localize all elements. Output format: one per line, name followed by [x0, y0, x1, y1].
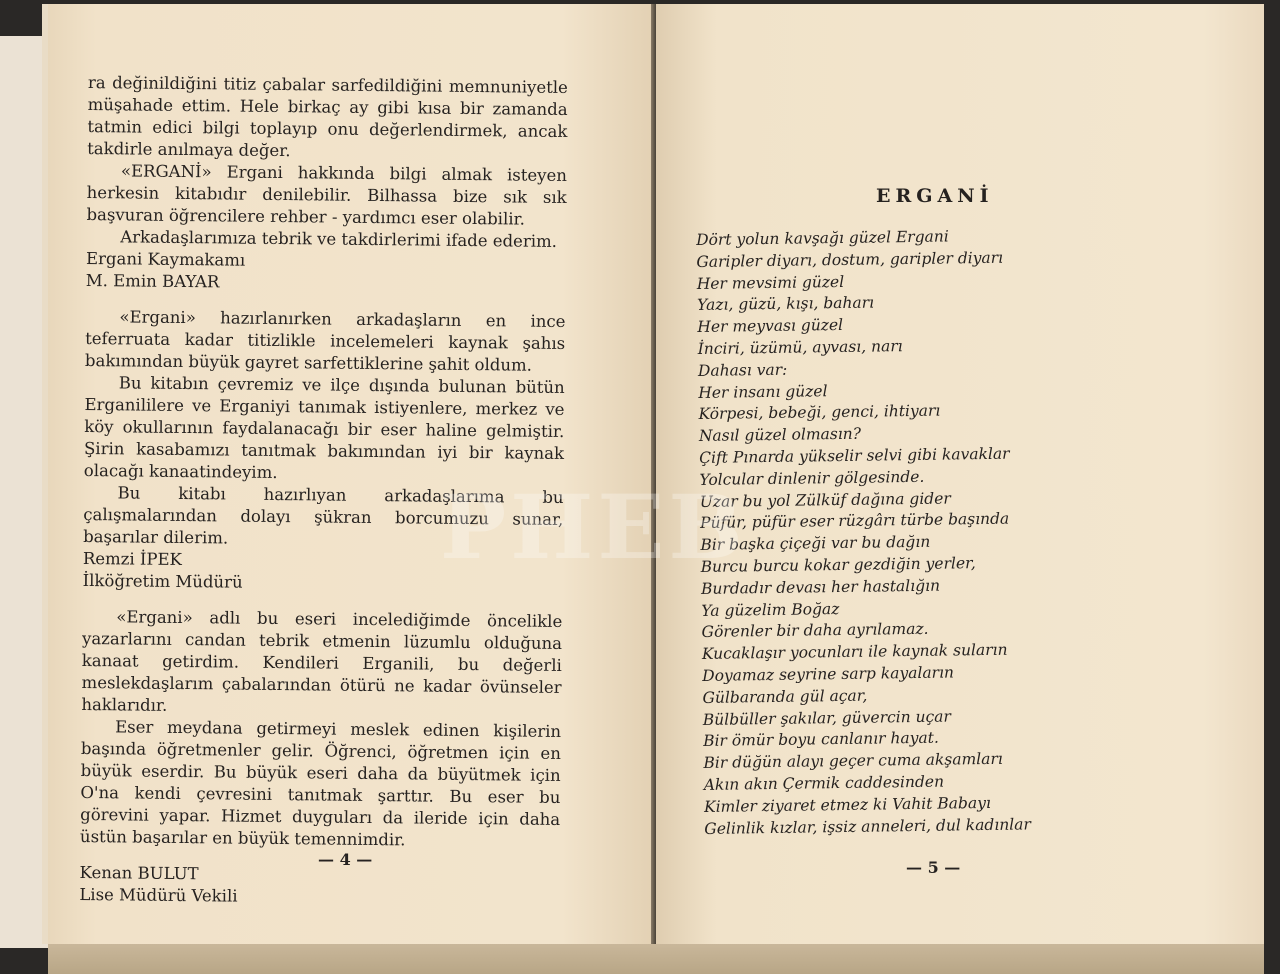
poem-line: Dahası var:	[697, 360, 788, 380]
poem-line: Çift Pınarda yükselir selvi gibi kavaklar	[699, 444, 1010, 467]
signature-name: Remzi İPEK	[82, 548, 183, 570]
poem-line: Bir başka çiçeği var bu dağın	[700, 532, 931, 555]
poem-body	[696, 225, 1084, 841]
poem-line: Her meyvası güzel	[697, 316, 844, 337]
signature-name: Kenan BULUT	[79, 862, 199, 884]
signature-name: M. Emin BAYAR	[85, 270, 220, 292]
poem-line: Ya güzelim Boğaz	[701, 599, 840, 620]
watermark: PHEB	[440, 475, 747, 579]
paragraph: ra değinildiğini titiz çabalar sarfedildiğini memnuniyetle müşahade ettim. Hele birkaç ay gibi kısa bir zamanda tatmin edici bilgi toplayıp onu değerlendirmek, ancak takdirle anılmaya değer.	[87, 72, 568, 161]
paragraph: Bu kitabı hazırlıyan arkadaşlarıma bu çalışmalarından dolayı şükran borcumuzu sunar, başarılar dilerim.	[83, 483, 564, 548]
poem-line: Görenler bir daha ayrılamaz.	[701, 620, 929, 642]
poem-line: Bir ömür boyu canlanır hayat.	[703, 728, 939, 751]
poem-line: Doyamaz seyrine sarp kayaların	[702, 663, 955, 685]
paragraph: «Ergani» hazırlanırken arkadaşların en ince teferruata kadar titizlikle incelemeleri kaynak şahıs bakımından büyük gayret sarfettiklerine şahit oldum.	[84, 307, 566, 375]
poem-line: Burcu burcu kokar gezdiğin yerler,	[700, 554, 976, 576]
poem-line: İnciri, üzümü, ayvası, narı	[697, 337, 903, 358]
poem-line: Yazı, güzü, kışı, baharı	[696, 293, 875, 315]
bottom-edge	[48, 944, 1264, 974]
signature-title: Lise Müdürü Vekili	[79, 884, 238, 906]
poem-line: Nasıl güzel olmasın?	[698, 424, 862, 446]
signature-title: İlköğretim Müdürü	[82, 570, 243, 592]
poem-title: ERGANİ	[876, 185, 994, 207]
poem-line: Yolcular dinlenir gölgesinde.	[699, 467, 925, 489]
page-number-left: — 4 —	[318, 850, 373, 869]
poem-line: Kucaklaşır yocunları ile kaynak suların	[701, 640, 1008, 664]
poem-line: Garipler diyarı, dostum, garipler diyarı	[696, 248, 1004, 271]
paragraph: Eser meydana getirmeyi meslek edinen kişilerin başında öğretmenler gelir. Öğrenci, öğretmen için en büyük eserdir. Bu büyük eseri daha da büyütmek için O'na kendi çevresini tanıtmak şarttır. Bu eser bu görevini yapar. Hizmet duyguları da ileride için daha üstün başarılar en büyük temennimdir.	[79, 717, 562, 850]
paragraph: «Ergani» adlı bu eseri incelediğimde öncelikle yazarlarını candan tebrik etmenin lüzumlu olduğuna kanaat getirdim. Kendileri Erganili, bu değerli meslekdaşlarım çabalarından ötürü ne kadar övünseler haklarıdır.	[81, 607, 563, 715]
poem-line: Gelinlik kızlar, işsiz anneleri, dul kadınlar	[704, 814, 1031, 838]
left-page-body	[79, 72, 568, 911]
poem-line: Körpesi, bebeği, genci, ihtiyarı	[698, 401, 941, 424]
poem-line: Dört yolun kavşağı güzel Ergani	[696, 227, 949, 249]
page-number-right: — 5 —	[906, 858, 961, 877]
poem-line: Akın akın Çermik caddesinden	[703, 772, 945, 794]
poem-line: Her mevsimi güzel	[696, 272, 845, 293]
poem-line: Burdadır devası her hastalığın	[700, 576, 941, 598]
paragraph: Arkadaşlarımıza tebrik ve takdirlerimi ifade ederim.	[120, 227, 558, 251]
poem-line: Gülbaranda gül açar,	[702, 686, 868, 707]
paragraph: «ERGANİ» Ergani hakkında bilgi almak isteyen herkesin kitabıdır denilebilir. Bilhassa bize sık sık başvuran öğrencilere rehber - yardımcı eser olabilir.	[86, 161, 568, 229]
poem-line: Her insanı güzel	[698, 381, 828, 402]
poem-line: Kimler ziyaret etmez ki Vahit Babayı	[703, 793, 991, 816]
signature-title: Ergani Kaymakamı	[85, 248, 246, 270]
poem-line: Bülbüller şakılar, güvercin uçar	[702, 707, 952, 729]
poem-line: Püfür, püfür eser rüzgârı türbe başında	[699, 510, 1010, 533]
paragraph: Bu kitabın çevremiz ve ilçe dışında bulunan bütün Erganililere ve Erganiyi tanımak istiyenlere, merkez ve köy okullarının faydalanacağı bir eser haline gelmiştir. Şirin kasabamızı tanıtmak bakımından iyi bir kaynak olacağı kanaatindeyim.	[83, 373, 565, 483]
page-stack-edge	[0, 36, 49, 948]
poem-line: Uzar bu yol Zülküf dağına gider	[699, 489, 951, 511]
poem-line: Bir düğün alayı geçer cuma akşamları	[703, 749, 1003, 773]
